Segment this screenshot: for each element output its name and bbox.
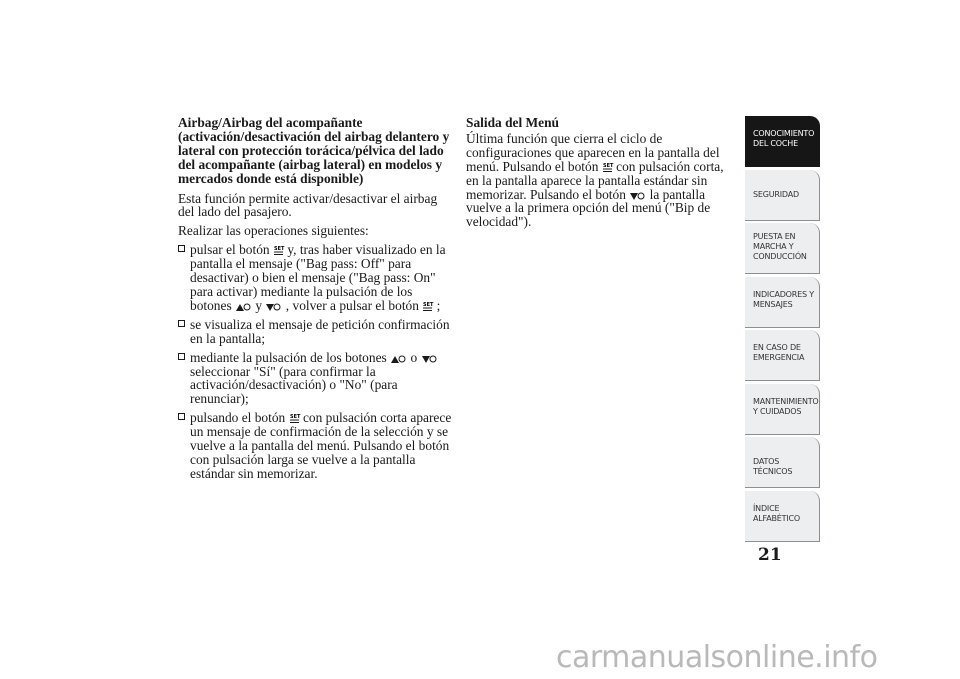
tab-conocimiento-del-coche[interactable]: CONOCIMIENTO DEL COCHE [745,116,820,167]
list-item: pulsar el botón SET y, tras haber visualizado en la pantalla el mensaje ("Bag pass: Off" para desactivar) o bien el mensaje ("Bag pass: On" para activar) mediante la pulsación de los botones y , volver a pulsar el botón SET ; [178,243,456,313]
section-heading-airbag: Airbag/Airbag del acompañante (activación/desactivación del airbag delantero y lateral con protección torácica/pélvica del lado del acompañante (airbag lateral) en modelos y mercados donde está disponible) [178,115,450,186]
tab-indice-alfabetico[interactable]: ÍNDICE ALFABÉTICO [745,491,820,542]
svg-text:SET: SET [289,414,301,421]
up-button-icon [391,353,406,364]
watermark-text: carmanualsonline.info [556,640,878,675]
checkbox-bullet-icon [178,353,185,360]
menu-set-button-icon [274,245,283,256]
up-button-icon [236,301,251,312]
steps-list [178,243,456,481]
left-column [178,116,456,486]
section-heading-exit-menu: Salida del Menú [466,115,560,130]
svg-text:SET: SET [273,246,285,253]
checkbox-bullet-icon [178,245,185,252]
exit-menu-paragraph: Última función que cierra el ciclo de configuraciones que aparecen en la pantalla del menú. Pulsando el botón SET con pulsación corta, en la pantalla aparece la pantalla estándar sin memorizar. Pulsando el botón la pantalla vuelve a la primera opción del menú ("Bip de velocidad"). [466,130,724,230]
checkbox-bullet-icon [178,413,185,420]
list-item: se visualiza el mensaje de petición confirmación en la pantalla; [178,318,456,346]
menu-set-button-icon [603,162,612,173]
right-column [466,116,728,234]
tab-seguridad[interactable]: SEGURIDAD [745,170,820,221]
tab-mantenimiento-y-cuidados[interactable]: MANTENIMIENTO Y CUIDADOS [745,384,820,435]
operations-paragraph: Realizar las operaciones siguientes: [178,223,369,239]
page-number: 21 [758,545,782,565]
svg-text:SET: SET [602,162,614,169]
down-button-icon [630,190,645,201]
down-button-icon [266,301,281,312]
down-button-icon [422,353,437,364]
tab-indicadores-y-mensajes[interactable]: INDICADORES Y MENSAJES [745,277,820,328]
list-item: pulsando el botón SET con pulsación corta aparece un mensaje de confirmación de la selección y se vuelve a la pantalla del menú. Pulsando el botón con pulsación larga se vuelve a la pantalla estándar sin memorizar. [178,411,456,481]
checkbox-bullet-icon [178,320,185,327]
svg-text:SET: SET [423,301,434,308]
chapter-tabs [745,116,820,544]
tab-en-caso-de-emergencia[interactable]: EN CASO DE EMERGENCIA [745,330,820,381]
tab-datos-tecnicos[interactable]: DATOS TÉCNICOS [745,437,820,488]
menu-set-button-icon [290,413,299,424]
list-item: mediante la pulsación de los botones o seleccionar "Sí" (para confirmar la activación/desactivación) o "No" (para renunciar); [178,351,456,407]
menu-set-button-icon [423,301,432,312]
intro-paragraph: Esta función permite activar/desactivar el airbag del lado del pasajero. [178,190,438,220]
tab-puesta-en-marcha[interactable]: PUESTA EN MARCHA Y CONDUCCIÓN [745,223,820,274]
